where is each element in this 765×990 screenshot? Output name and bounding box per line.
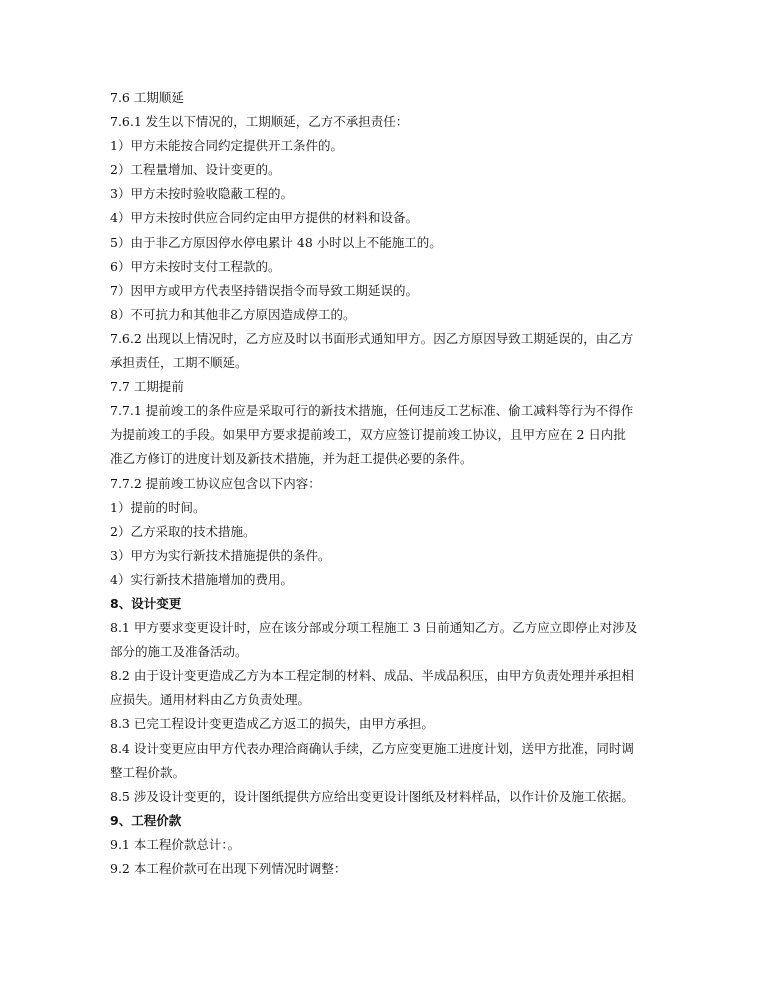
paragraph-line: 4）甲方未按时供应合同约定由甲方提供的材料和设备。 — [110, 210, 418, 226]
paragraph-line: 5）由于非乙方原因停水停电累计 48 小时以上不能施工的。 — [110, 234, 442, 250]
paragraph-line: 2）工程量增加、设计变更的。 — [110, 162, 281, 178]
document-page — [110, 86, 658, 881]
paragraph-line: 7.6 工期顺延 — [110, 90, 184, 105]
paragraph-line: 整工程价款。 — [110, 764, 186, 780]
paragraph-line: 3）甲方未按时验收隐蔽工程的。 — [110, 186, 293, 202]
paragraph-line: 9.2 本工程价款可在出现下列情况时调整： — [110, 861, 347, 876]
paragraph-line: 4）实行新技术措施增加的费用。 — [110, 571, 293, 587]
paragraph-line: 7）因甲方或甲方代表坚持错误指令而导致工期延误的。 — [110, 282, 418, 298]
paragraph-line: 7.6.1 发生以下情况的，工期顺延，乙方不承担责任： — [110, 114, 409, 130]
paragraph-line: 准乙方修订的进度计划及新技术措施，并为赶工提供必要的条件。 — [110, 451, 473, 467]
paragraph-line: 8.5 涉及设计变更的，设计图纸提供方应给出变更设计图纸及材料样品，以作计价及施工依据。 — [110, 788, 634, 804]
section-heading: 9、工程价款 — [110, 812, 182, 828]
paragraph-line: 6）甲方未按时支付工程款的。 — [110, 258, 281, 274]
paragraph-line: 承担责任，工期不顺延。 — [110, 355, 248, 371]
paragraph-line: 7.7.1 提前竣工的条件应是采取可行的新技术措施，任何违反工艺标准、偷工减料等行为不得作 — [110, 403, 634, 419]
paragraph-line: 1）甲方未能按合同约定提供开工条件的。 — [110, 138, 343, 154]
paragraph-line: 应损失。通用材料由乙方负责处理。 — [110, 692, 311, 708]
paragraph-line: 9.1 本工程价款总计：。 — [110, 836, 241, 852]
paragraph-line: 8.2 由于设计变更造成乙方为本工程定制的材料、成品、半成品积压，由甲方负责处理并承担相 — [110, 668, 634, 684]
paragraph-line: 部分的施工及准备活动。 — [110, 644, 248, 660]
paragraph-line: 3）甲方为实行新技术措施提供的条件。 — [110, 547, 331, 563]
paragraph-line: 8.1 甲方要求变更设计时，应在该分部或分项工程施工 3 日前通知乙方。乙方应立即停止对涉及 — [110, 620, 638, 636]
paragraph-line: 1）提前的时间。 — [110, 499, 206, 515]
paragraph-line: 8）不可抗力和其他非乙方原因造成停工的。 — [110, 306, 356, 322]
paragraph-line: 7.7.2 提前竣工协议应包含以下内容： — [110, 475, 321, 491]
section-heading: 8、设计变更 — [110, 595, 182, 611]
paragraph-line: 7.6.2 出现以上情况时，乙方应及时以书面形式通知甲方。因乙方原因导致工期延误的，由乙方 — [110, 330, 634, 346]
paragraph-line: 7.7 工期提前 — [110, 379, 184, 395]
paragraph-line: 为提前竣工的手段。如果甲方要求提前竣工，双方应签订提前竣工协议，且甲方应在 2 日内批 — [110, 427, 626, 443]
paragraph-line: 8.4 设计变更应由甲方代表办理洽商确认手续，乙方应变更施工进度计划，送甲方批准，同时调 — [110, 740, 634, 756]
paragraph-line: 8.3 已完工程设计变更造成乙方返工的损失，由甲方承担。 — [110, 716, 434, 732]
paragraph-line: 2）乙方采取的技术措施。 — [110, 523, 256, 539]
